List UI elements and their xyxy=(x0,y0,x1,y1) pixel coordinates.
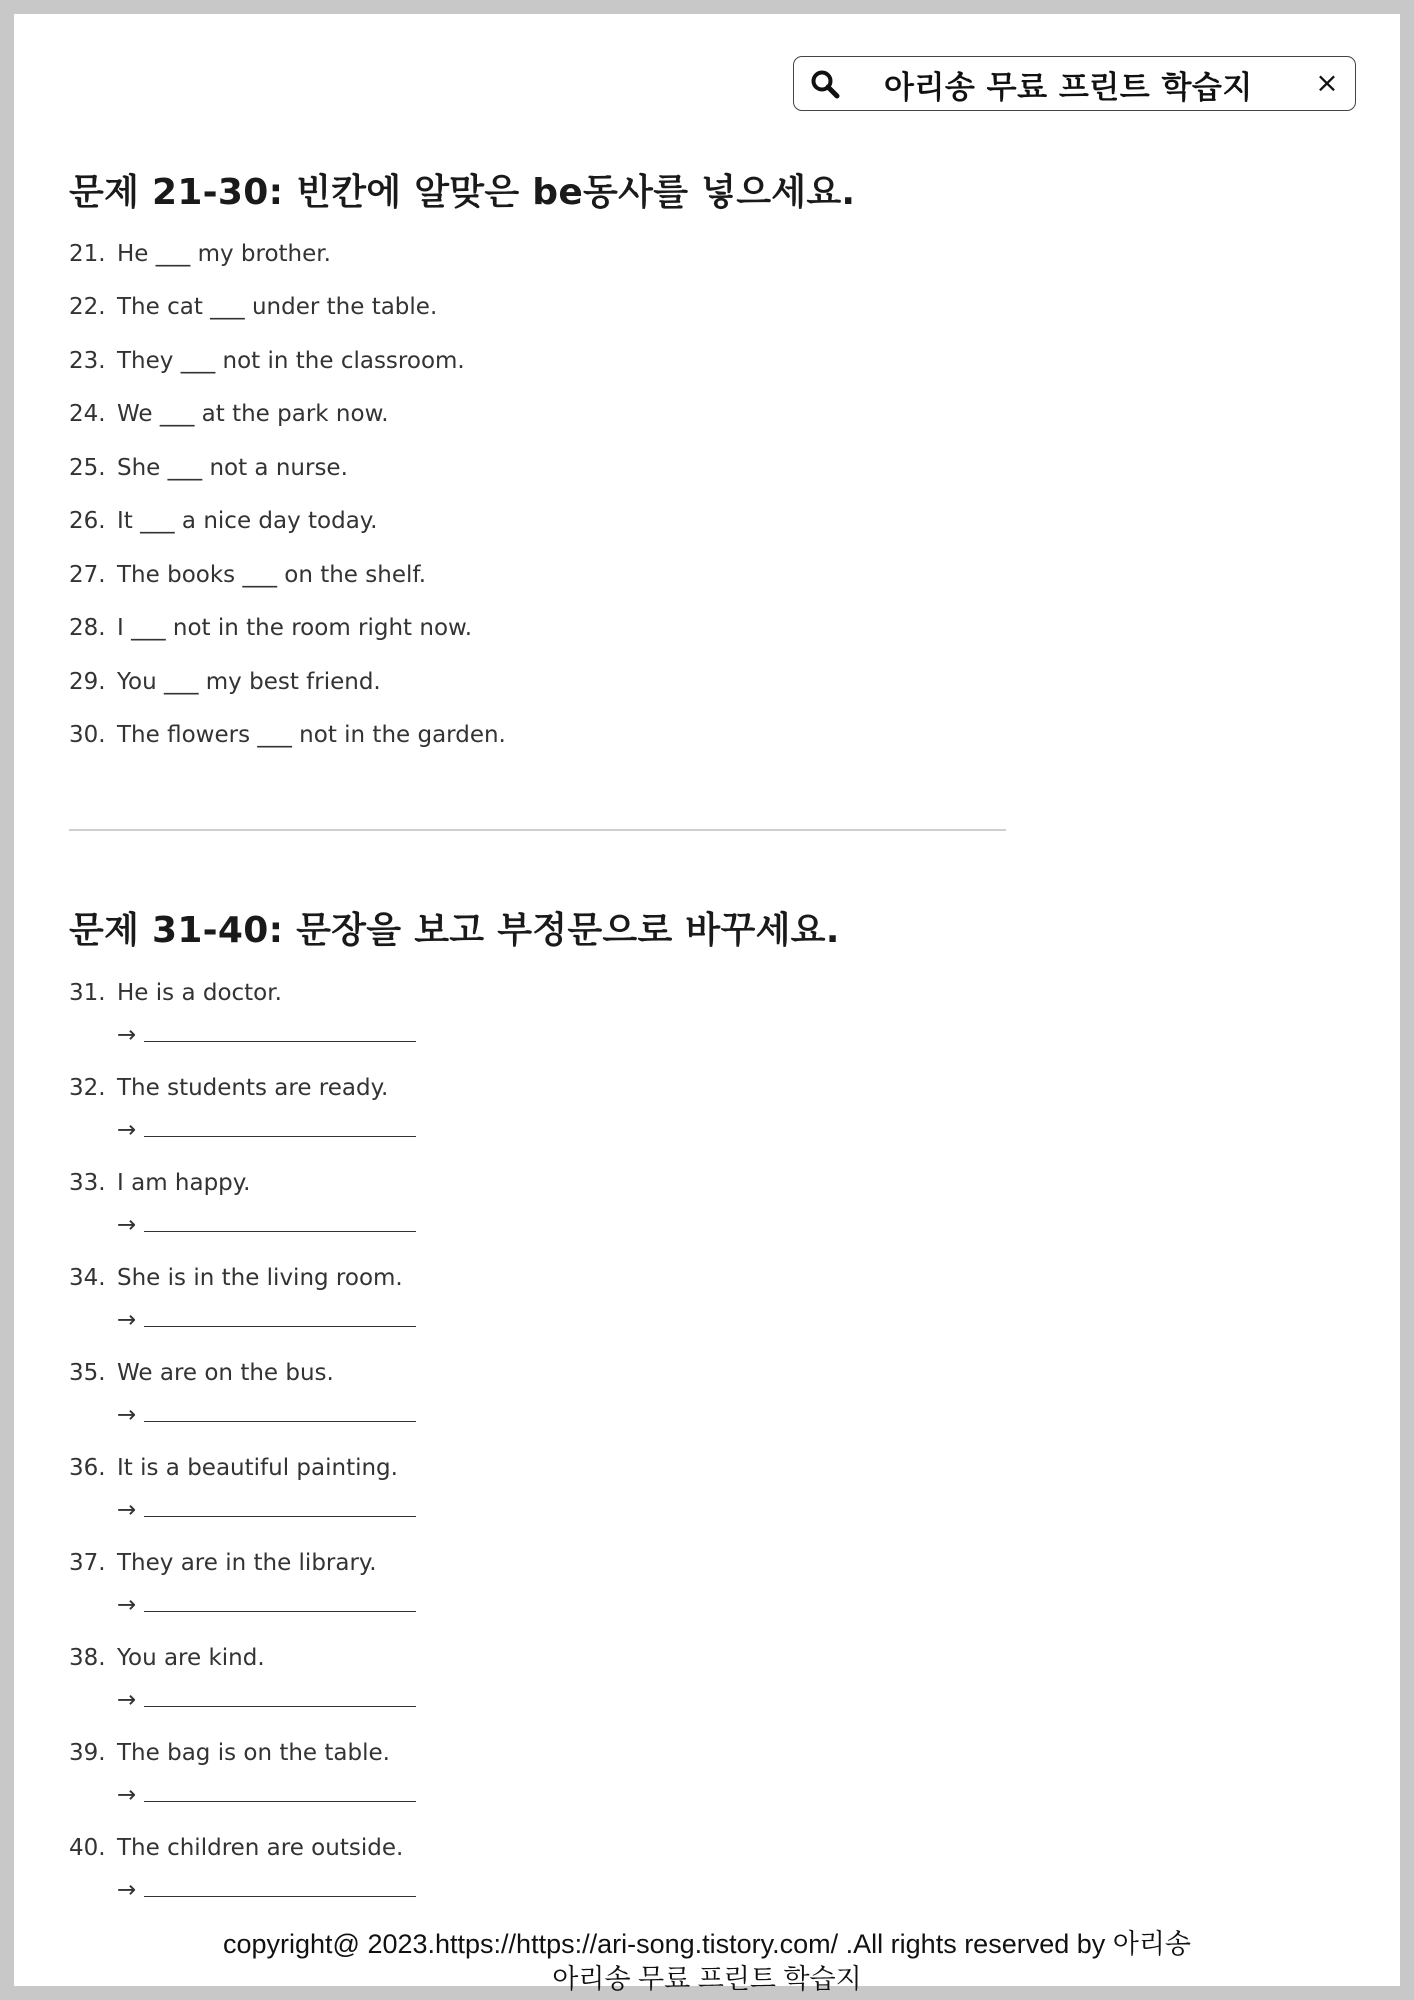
section-title-21-30: 문제 21-30: 빈칸에 알맞은 be동사를 넣으세요. xyxy=(69,172,856,213)
worksheet-page xyxy=(14,14,1400,1994)
search-query[interactable]: 아리송 무료 프린트 학습지 xyxy=(884,70,1253,106)
question-text: I am happy. xyxy=(117,1170,251,1196)
answer-line-39[interactable] xyxy=(117,1782,416,1808)
question-text: You are kind. xyxy=(117,1645,265,1671)
arrow-icon: → xyxy=(117,1687,137,1713)
question-30 xyxy=(69,722,506,748)
question-39 xyxy=(69,1740,390,1766)
question-text: We are on the bus. xyxy=(117,1360,334,1386)
question-number: 29. xyxy=(69,669,106,695)
question-23 xyxy=(69,348,465,374)
question-text: The children are outside. xyxy=(117,1835,404,1861)
question-21 xyxy=(69,241,331,267)
search-bar[interactable] xyxy=(793,56,1356,111)
question-40 xyxy=(69,1835,403,1861)
arrow-icon: → xyxy=(117,1022,137,1048)
question-text: The students are ready. xyxy=(117,1075,389,1101)
question-text: He ___ my brother. xyxy=(117,241,331,267)
arrow-icon: → xyxy=(117,1877,137,1903)
footer-brand: 아리송 무료 프린트 학습지 xyxy=(552,1964,862,1994)
question-text: We ___ at the park now. xyxy=(117,401,389,427)
question-27 xyxy=(69,562,426,588)
answer-line-31[interactable] xyxy=(117,1022,416,1048)
question-text: You ___ my best friend. xyxy=(117,669,381,695)
answer-line-35[interactable] xyxy=(117,1402,416,1428)
question-number: 37. xyxy=(69,1550,106,1576)
question-number: 32. xyxy=(69,1075,106,1101)
close-icon[interactable]: × xyxy=(1315,66,1339,99)
question-number: 30. xyxy=(69,722,106,748)
question-number: 21. xyxy=(69,241,106,267)
question-34 xyxy=(69,1265,403,1291)
question-number: 35. xyxy=(69,1360,106,1386)
question-38 xyxy=(69,1645,265,1671)
arrow-icon: → xyxy=(117,1592,137,1618)
answer-line-34[interactable] xyxy=(117,1307,416,1333)
question-number: 22. xyxy=(69,294,106,320)
question-29 xyxy=(69,669,381,695)
question-text: She is in the living room. xyxy=(117,1265,403,1291)
question-number: 34. xyxy=(69,1265,106,1291)
question-text: It ___ a nice day today. xyxy=(117,508,378,534)
footer-copyright: copyright@ 2023.https://https://ari-song.tistory.com/ .All rights reserved by 아리송 xyxy=(222,1929,1192,1959)
question-text: The cat ___ under the table. xyxy=(117,294,438,320)
question-text: They are in the library. xyxy=(117,1550,377,1576)
question-text: I ___ not in the room right now. xyxy=(117,615,473,641)
question-text: They ___ not in the classroom. xyxy=(117,348,465,374)
arrow-icon: → xyxy=(117,1402,137,1428)
answer-line-32[interactable] xyxy=(117,1117,416,1143)
arrow-icon: → xyxy=(117,1117,137,1143)
question-text: The flowers ___ not in the garden. xyxy=(117,722,506,748)
question-number: 31. xyxy=(69,980,106,1006)
question-text: The bag is on the table. xyxy=(117,1740,390,1766)
section-title-31-40: 문제 31-40: 문장을 보고 부정문으로 바꾸세요. xyxy=(69,910,840,951)
answer-line-38[interactable] xyxy=(117,1687,416,1713)
question-text: The books ___ on the shelf. xyxy=(117,562,427,588)
arrow-icon: → xyxy=(117,1212,137,1238)
question-24 xyxy=(69,401,389,427)
question-28 xyxy=(69,615,472,641)
question-number: 28. xyxy=(69,615,106,641)
question-number: 40. xyxy=(69,1835,106,1861)
arrow-icon: → xyxy=(117,1497,137,1523)
search-icon[interactable] xyxy=(809,68,843,102)
question-text: She ___ not a nurse. xyxy=(117,455,348,481)
question-33 xyxy=(69,1170,250,1196)
question-text: He is a doctor. xyxy=(117,980,282,1006)
question-22 xyxy=(69,294,437,320)
question-number: 26. xyxy=(69,508,106,534)
question-number: 39. xyxy=(69,1740,106,1766)
question-32 xyxy=(69,1075,388,1101)
question-number: 33. xyxy=(69,1170,106,1196)
answer-line-33[interactable] xyxy=(117,1212,416,1238)
question-number: 36. xyxy=(69,1455,106,1481)
question-number: 23. xyxy=(69,348,106,374)
question-35 xyxy=(69,1360,334,1386)
question-37 xyxy=(69,1550,377,1576)
section-divider xyxy=(69,829,1006,831)
arrow-icon: → xyxy=(117,1782,137,1808)
question-number: 27. xyxy=(69,562,106,588)
answer-line-37[interactable] xyxy=(117,1592,416,1618)
question-number: 25. xyxy=(69,455,106,481)
answer-line-36[interactable] xyxy=(117,1497,416,1523)
question-31 xyxy=(69,980,282,1006)
question-text: It is a beautiful painting. xyxy=(117,1455,398,1481)
question-25 xyxy=(69,455,348,481)
question-26 xyxy=(69,508,377,534)
question-number: 38. xyxy=(69,1645,106,1671)
question-36 xyxy=(69,1455,398,1481)
arrow-icon: → xyxy=(117,1307,137,1333)
question-number: 24. xyxy=(69,401,106,427)
answer-line-40[interactable] xyxy=(117,1877,416,1903)
